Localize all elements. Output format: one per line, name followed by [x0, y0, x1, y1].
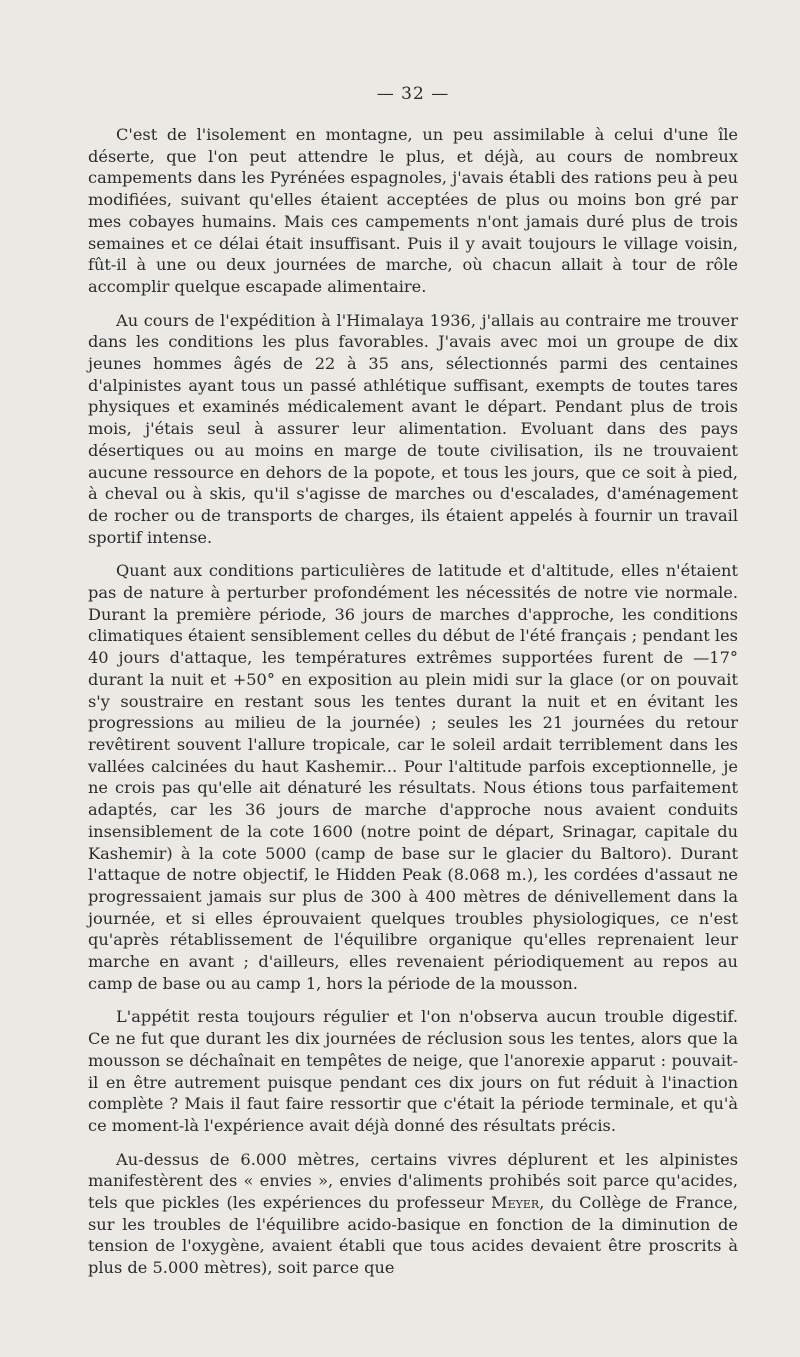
paragraph-1: C'est de l'isolement en montagne, un peu assimilable à celui d'une île déserte, que l'on peut attendre le plus, et déjà, au cours de nombreux campements dans les Pyrénées espagnoles, j'avais établi des rations peu à peu modifiées, suivant qu'elles étaient acceptées de plus ou moins bon gré par mes cobayes humains. Mais ces campements n'ont jamais duré plus de trois semaines et ce délai était insuffisant. Puis il y avait toujours le village voisin, fût-il à une ou deux journées de marche, où chacun allait à tour de rôle accomplir quelque escapade alimentaire.	[88, 125, 738, 296]
paragraph-4: L'appétit resta toujours régulier et l'on n'observa aucun trouble digestif. Ce ne fut que durant les dix journées de réclusion sous les tentes, alors que la mousson se déchaînait en tempêtes de neige, que l'anorexie apparut : pouvait-il en être autrement puisque pendant ces dix jours on fut réduit à l'inaction complète ? Mais il faut faire ressortir que c'était la période terminale, et qu'à ce moment-là l'expérience avait déjà donné des résultats précis.	[88, 1007, 738, 1135]
paragraph-5-text-before: Au-dessus de 6.000 mètres, certains vivres déplurent et les alpinistes manifestèrent des « envies », envies d'aliments prohibés soit parce qu'acides, tels que pickles (les expériences du professeur	[88, 1149, 738, 1213]
paragraph-3: Quant aux conditions particulières de latitude et d'altitude, elles n'étaient pas de nature à perturber profondément les nécessités de notre vie normale. Durant la première période, 36 jours de marches d'approche, les conditions climatiques étaient sensiblement celles du début de l'été français ; pendant les 40 jours d'attaque, les températures extrêmes supportées furent de —17° durant la nuit et +50° en exposition au plein midi sur la glace (or on pouvait s'y soustraire en restant sous les tentes durant la nuit et en évitant les progressions au milieu de la journée) ; seules les 21 journées du retour revêtirent souvent l'allure tropicale, car le soleil ardait terriblement dans les vallées calcinées du haut Kashemir... Pour l'altitude parfois exceptionnelle, je ne crois pas qu'elle ait dénaturé les résultats. Nous étions tous parfaitement adaptés, car les 36 jours de marche d'approche nous avaient conduits insensiblement de la cote 1600 (notre point de départ, Srinagar, capitale du Kashemir) à la cote 5000 (camp de base sur le glacier du Baltoro). Durant l'attaque de notre objectif, le Hidden Peak (8.068 m.), les cordées d'assaut ne progressaient jamais sur plus de 300 à 400 mètres de dénivellement dans la journée, et si elles éprouvaient quelques troubles physiologiques, ce n'est qu'après rétablissement de l'équilibre organique qu'elles reprenaient leur marche en avant ; d'ailleurs, elles revenaient périodiquement au repos au camp de base ou au camp 1, hors la période de la mousson.	[88, 561, 738, 993]
paragraph-2: Au cours de l'expédition à l'Himalaya 1936, j'allais au contraire me trouver dans les conditions les plus favorables. J'avais avec moi un groupe de dix jeunes hommes âgés de 22 à 35 ans, sélectionnés parmi des centaines d'alpinistes ayant tous un passé athlétique suffisant, exempts de toutes tares physiques et examinés médicalement avant le départ. Pendant plus de trois mois, j'étais seul à assurer leur alimentation. Evoluant dans des pays désertiques ou au moins en marge de toute civilisation, ils ne trouvaient aucune ressource en dehors de la popote, et tous les jours, que ce soit à pied, à cheval ou à skis, qu'il s'agisse de marches ou d'escalades, d'aménagement de rocher ou de transports de charges, ils étaient appelés à fournir un travail sportif intense.	[88, 310, 738, 547]
page-number: — 32 —	[376, 84, 450, 104]
paragraph-5-text-after: , du Collège de France, sur les troubles de l'équilibre acido-basique en fonction de la diminution de tension de l'oxygène, avaient établi que tous acides devaient être proscrits à plus de 5.000 mètres), soit parce que	[88, 1193, 738, 1278]
author-name: Meyer	[491, 1193, 540, 1213]
paragraph-5	[88, 1149, 738, 1279]
